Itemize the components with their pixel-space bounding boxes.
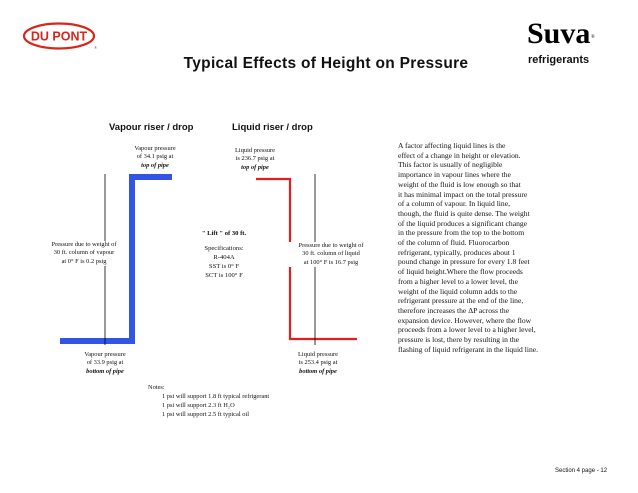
liquid-bottom-label: Liquid pressure is 253.4 psig at bottom of pipe: [298, 351, 338, 375]
logo-text: DU PONT: [30, 29, 88, 44]
suva-brand: Suva: [527, 17, 591, 50]
liquid-header: Liquid riser / drop: [232, 122, 313, 133]
lift-label: " Lift " of 30 ft.: [201, 230, 247, 237]
center-specs: " Lift " of 30 ft. Specifications: R-404A SST is 0° F SCT is 100° F: [186, 229, 262, 280]
liquid-top-label: Liquid pressure is 236.7 psig at top of pipe: [235, 147, 275, 171]
page-title: Typical Effects of Height on Pressure: [183, 55, 469, 72]
explanation-paragraph: A factor affecting liquid lines is the effect of a change in height or elevation. This factor is usually of negligible importance in vapour lines where the weight of the fluid is low enough so that it has minimal impact on the total pressure of a column of vapour. In liquid line, though, the fluid is quite dense. The weight of the liquid produces a significant change in the pressure from the top to the bottom of the column of fluid. Fluorocarbon refrigerant, typically, produces about 1 pound change in pressure for every 1.8 feet of liquid height.Where the flow proceeds from a higher level to a lower level, the weight of the liquid column adds to the refrigerant pressure at the end of the line, therefore increases the ΔP across the expansion device. However, where the flow proceeds from a lower level to a higher level, pressure is lost, there by resulting in the flashing of liquid refrigerant in the liquid line.: [398, 141, 539, 354]
vapour-top-label: Vapour pressure of 34.1 psig at top of pipe: [134, 145, 176, 169]
suva-registered-mark: ®: [591, 35, 595, 40]
refrigerants-label: refrigerants: [528, 54, 590, 66]
liquid-side-label: Pressure due to weight of 30 ft. column of liquid at 100° F is 16.7 psig: [288, 242, 374, 267]
page-footer: Section 4 page - 12: [555, 468, 608, 474]
vapour-bottom-label: Vapour pressure of 33.9 psig at bottom of pipe: [84, 351, 126, 375]
notes-heading: Notes:: [148, 384, 165, 391]
note-line: 1 psi will support 2.5 ft typical oil: [162, 411, 249, 418]
note-line: 1 psi will support 1.8 ft typical refrigerant: [162, 393, 270, 400]
logo-registered-mark: ®: [93, 45, 97, 50]
vapour-header: Vapour riser / drop: [109, 122, 194, 133]
notes: [148, 383, 269, 419]
vapour-side-label: Pressure due to weight of 30 ft. column of vapour at 0° F is 0.2 psig: [41, 241, 127, 266]
note-line: 1 psi will support 2.3 ft H₂O: [162, 402, 235, 409]
